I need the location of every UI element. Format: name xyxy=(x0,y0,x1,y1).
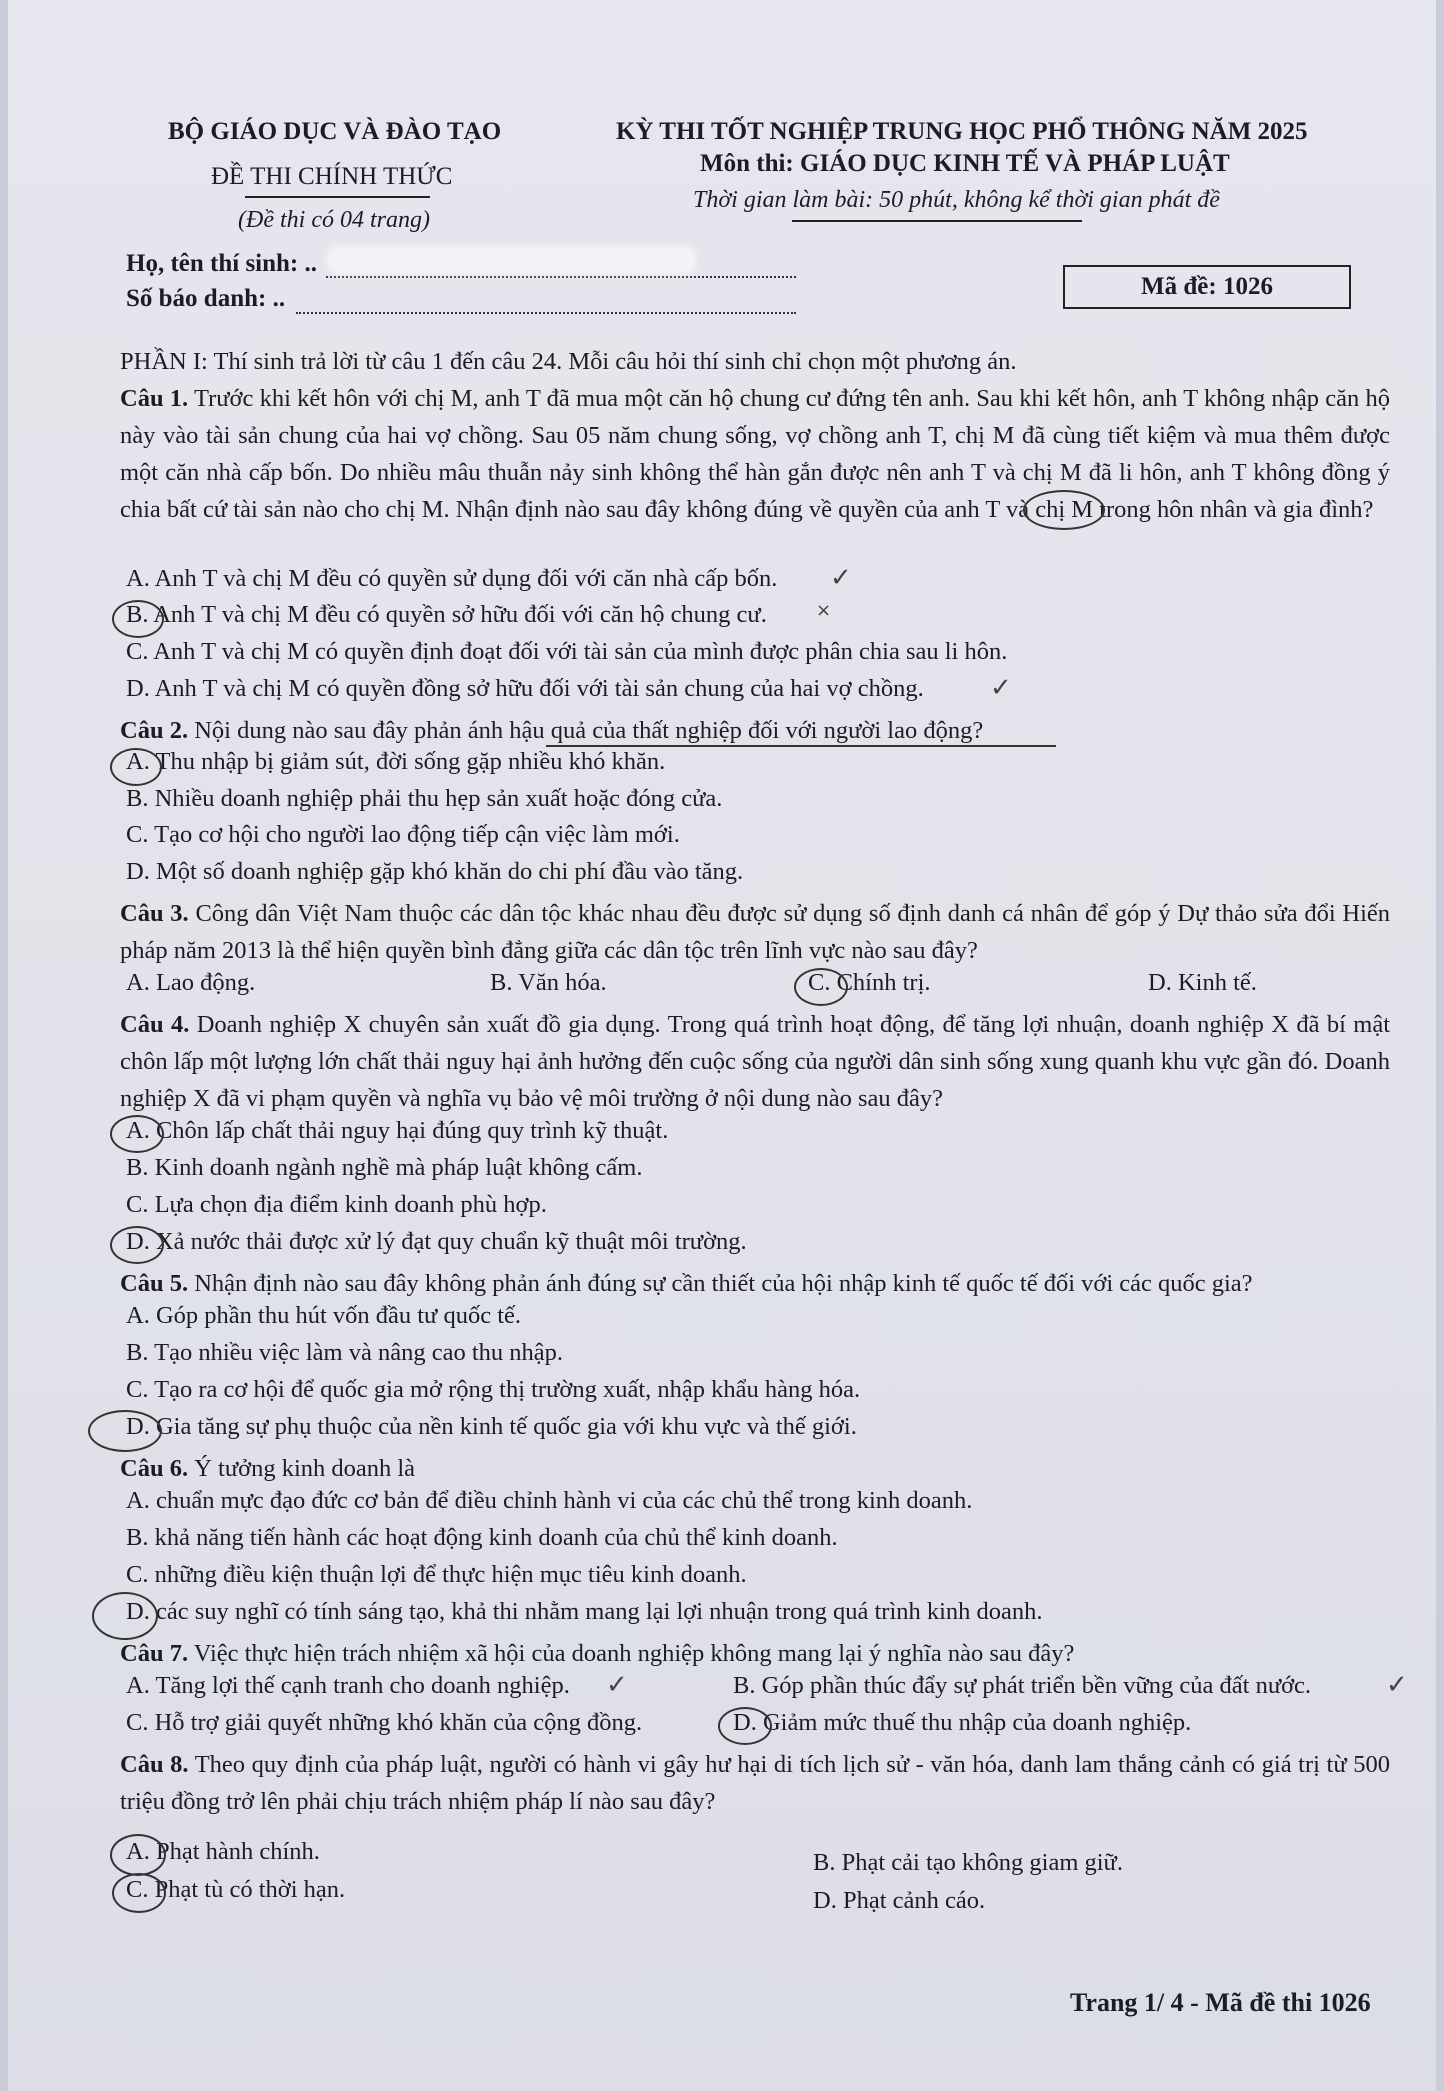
q2-option-d: D. Một số doanh nghiệp gặp khó khăn do chi phí đầu vào tăng. xyxy=(126,858,744,885)
q6-option-d: D. các suy nghĩ có tính sáng tạo, khả thi nhằm mang lại lợi nhuận trong quá trình kinh doanh. xyxy=(126,1598,1043,1625)
q6-option-b: B. khả năng tiến hành các hoạt động kinh doanh của chủ thể kinh doanh. xyxy=(126,1524,838,1551)
q2-option-c: C. Tạo cơ hội cho người lao động tiếp cận việc làm mới. xyxy=(126,821,680,848)
keyword-circle xyxy=(1023,490,1105,530)
answer-circle xyxy=(92,1592,158,1640)
question-4: Câu 4. Doanh nghiệp X chuyên sản xuất đồ gia dụng. Trong quá trình hoạt động, để tăng lợi nhuận, doanh nghiệp X đã bí mật chôn lấp một lượng lớn chất thải nguy hại ảnh hưởng đến cuộc sống của người dân sinh sống xung quanh khu vực gần đó. Doanh nghiệp X đã vi phạm quyền và nghĩa vụ bảo vệ môi trường ở nội dung nào sau đây? xyxy=(120,1011,1391,1112)
question-1: Câu 1. Trước khi kết hôn với chị M, anh T đã mua một căn hộ chung cư đứng tên anh. Sau khi kết hôn, anh T không nhập căn hộ này vào tài sản chung của hai vợ chồng. Sau 05 năm chung sống, vợ chồng anh T, chị M đã cùng tiết kiệm và mua thêm được một căn nhà cấp bốn. Do nhiều mâu thuẫn nảy sinh không thể hàn gắn được nên anh T và chị M đã li hôn, anh T không đồng ý chia bất cứ tài sản nào cho chị M. Nhận định nào sau đây không đúng về quyền của anh T và chị M trong hôn nhân và gia đình? xyxy=(120,385,1391,523)
question-6: Câu 6. Ý tưởng kinh doanh là xyxy=(120,1455,416,1482)
q5-option-a: A. Góp phần thu hút vốn đầu tư quốc tế. xyxy=(126,1302,522,1329)
answer-circle xyxy=(88,1410,162,1452)
q5-option-d: D. Gia tăng sự phụ thuộc của nền kinh tế quốc gia với khu vực và thế giới. xyxy=(126,1413,857,1440)
q8-option-a: A. Phạt hành chính. xyxy=(126,1838,320,1865)
part1-instructions: PHẦN I: Thí sinh trả lời từ câu 1 đến câu 24. Mỗi câu hỏi thí sinh chỉ chọn một phương án. xyxy=(120,348,1017,375)
check-mark-icon: ✓ xyxy=(830,563,852,593)
question-8: Câu 8. Theo quy định của pháp luật, người có hành vi gây hư hại di tích lịch sử - văn hóa, danh lam thắng cảnh có giá trị từ 500 triệu đồng trở lên phải chịu trách nhiệm pháp lí nào sau đây? xyxy=(120,1751,1390,1815)
ministry-name: BỘ GIÁO DỤC VÀ ĐÀO TẠO xyxy=(168,118,502,145)
q5-option-c: C. Tạo ra cơ hội để quốc gia mở rộng thị trường xuất, nhập khẩu hàng hóa. xyxy=(126,1376,861,1403)
q7-option-c: C. Hỗ trợ giải quyết những khó khăn của cộng đồng. xyxy=(126,1709,643,1736)
question-5: Câu 5. Nhận định nào sau đây không phản ánh đúng sự cần thiết của hội nhập kinh tế quốc tế đối với các quốc gia? xyxy=(120,1270,1253,1297)
q6-option-a: A. chuẩn mực đạo đức cơ bản để điều chỉnh hành vi của các chủ thể trong kinh doanh. xyxy=(126,1487,973,1514)
page-footer: Trang 1/ 4 - Mã đề thi 1026 xyxy=(1070,1988,1371,2017)
exam-page xyxy=(8,0,1436,2091)
answer-circle xyxy=(110,1226,164,1264)
q3-option-c: C. Chính trị. xyxy=(808,969,931,996)
answer-circle xyxy=(718,1707,772,1745)
q2-underline xyxy=(546,745,1056,747)
q1-option-a: A. Anh T và chị M đều có quyền sử dụng đối với căn nhà cấp bốn. xyxy=(126,565,778,592)
q2-option-b: B. Nhiều doanh nghiệp phải thu hẹp sản xuất hoặc đóng cửa. xyxy=(126,785,723,812)
answer-circle xyxy=(110,1834,166,1876)
q1-option-d: D. Anh T và chị M có quyền đồng sở hữu đối với tài sản chung của hai vợ chồng. xyxy=(126,675,924,702)
name-label: Họ, tên thí sinh: .. xyxy=(126,250,318,277)
check-mark-icon: ✓ xyxy=(606,1670,628,1700)
q4-option-b: B. Kinh doanh ngành nghề mà pháp luật không cấm. xyxy=(126,1154,643,1181)
q4-option-c: C. Lựa chọn địa điểm kinh doanh phù hợp. xyxy=(126,1191,547,1218)
cross-mark-icon: × xyxy=(816,600,832,621)
q3-option-a: A. Lao động. xyxy=(126,969,256,996)
q2-option-a: A. Thu nhập bị giảm sút, đời sống gặp nhiều khó khăn. xyxy=(126,748,666,775)
q5-option-b: B. Tạo nhiều việc làm và nâng cao thu nhập. xyxy=(126,1339,564,1366)
q7-option-a: A. Tăng lợi thế cạnh tranh cho doanh nghiệp. xyxy=(126,1672,570,1699)
exam-title: KỲ THI TỐT NGHIỆP TRUNG HỌC PHỔ THÔNG NĂM 2025 xyxy=(616,118,1308,145)
exam-code-box: Mã đề: 1026 xyxy=(1063,265,1351,309)
id-dotted-line xyxy=(296,292,796,314)
q4-option-a: A. Chôn lấp chất thải nguy hại đúng quy trình kỹ thuật. xyxy=(126,1117,669,1144)
exam-time: Thời gian làm bài: 50 phút, không kể thời gian phát đề xyxy=(693,187,1220,213)
q3-option-d: D. Kinh tế. xyxy=(1148,969,1257,996)
q7-option-b: B. Góp phần thúc đẩy sự phát triển bền vững của đất nước. xyxy=(733,1672,1312,1699)
question-3: Câu 3. Công dân Việt Nam thuộc các dân tộc khác nhau đều được sử dụng số định danh cá nhân để góp ý Dự thảo sửa đổi Hiến pháp năm 2013 là thể hiện quyền bình đẳng giữa các dân tộc trên lĩnh vực nào sau đây? xyxy=(120,900,1391,964)
redacted-name xyxy=(326,246,696,274)
check-mark-icon: ✓ xyxy=(990,673,1012,703)
answer-circle xyxy=(110,748,162,786)
q3-option-b: B. Văn hóa. xyxy=(490,969,607,996)
q1-option-b: B. Anh T và chị M đều có quyền sở hữu đối với căn hộ chung cư. xyxy=(126,601,767,628)
q7-option-d: D. Giảm mức thuế thu nhập của doanh nghiệp. xyxy=(733,1709,1192,1736)
question-2: Câu 2. Nội dung nào sau đây phản ánh hậu quả của thất nghiệp đối với người lao động? xyxy=(120,717,984,744)
q8-option-d: D. Phạt cảnh cáo. xyxy=(813,1887,986,1914)
q6-option-c: C. những điều kiện thuận lợi để thực hiện mục tiêu kinh doanh. xyxy=(126,1561,747,1588)
question-7: Câu 7. Việc thực hiện trách nhiệm xã hội của doanh nghiệp không mang lại ý nghĩa nào sau đây? xyxy=(120,1640,1075,1667)
answer-circle xyxy=(112,1873,166,1913)
answer-circle xyxy=(110,1115,164,1153)
answer-circle xyxy=(112,600,164,638)
time-underline xyxy=(792,220,1082,222)
official-label: ĐỀ THI CHÍNH THỨC xyxy=(211,163,453,190)
id-label: Số báo danh: .. xyxy=(126,285,286,312)
check-mark-icon: ✓ xyxy=(1386,1670,1408,1700)
answer-circle xyxy=(794,968,848,1006)
q8-option-c: C. Phạt tù có thời hạn. xyxy=(126,1876,346,1903)
exam-subject: Môn thi: GIÁO DỤC KINH TẾ VÀ PHÁP LUẬT xyxy=(700,150,1230,177)
q8-option-b: B. Phạt cải tạo không giam giữ. xyxy=(813,1849,1123,1876)
q1-option-c: C. Anh T và chị M có quyền định đoạt đối với tài sản của mình được phân chia sau li hôn. xyxy=(126,638,1008,665)
header-divider xyxy=(245,196,430,198)
q4-option-d: D. Xả nước thải được xử lý đạt quy chuẩn kỹ thuật môi trường. xyxy=(126,1228,747,1255)
pages-note: (Đề thi có 04 trang) xyxy=(238,207,430,233)
